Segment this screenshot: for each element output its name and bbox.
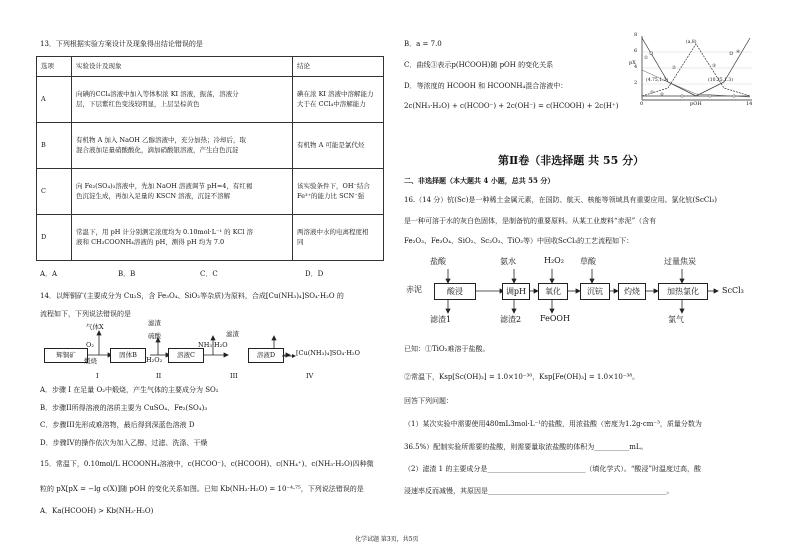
q16-subq1-line2: 36.5%）配制实验所需要的盐酸，则需要量取浓盐酸的体积为__________mL。 xyxy=(404,443,648,451)
flow2-box-burn: 灼烧 xyxy=(618,283,646,300)
q15-line1: 15．常温下，0.10mol/L HCOONH₄溶液中，c(HCOO⁻)、c(HCOOH)、c(NH₄⁺)、c(NH₃·H₂O)四种微 xyxy=(40,460,374,468)
table-row xyxy=(37,123,384,169)
design-cell: 常温下，用 pH 计分别测定浓度均为 0.10mol·L⁻¹ 的 KCl 溶 液和 CH₃COONH₄溶液的 pH，测得 pH 均为 7.0 xyxy=(72,215,293,261)
q16-line3: Fe₂O₃、Fe₃O₄、SiO₂、Sc₂O₃、TiO₂等）中回收ScCl₃的工艺流程如下： xyxy=(404,237,634,245)
q16-known-1: 已知：①TiO₂难溶于盐酸。 xyxy=(404,345,490,353)
flow2-box-leach: 酸浸 xyxy=(434,283,476,300)
design-cell: 向 Fe₂(SO₄)₃溶液中，先加 NaOH 溶液调节 pH=4，有红褐 色沉淀生成，再加入足量的 KSCN 溶液，沉淀不溶解 xyxy=(72,169,293,215)
graph-curve-label: ① xyxy=(644,56,649,61)
flow-box-ore: 辉铜矿 xyxy=(44,348,88,363)
part-two-subtitle: 二、非选择题（本大题共 4 小题，总共 55 分） xyxy=(404,176,555,185)
q16-subq2-line2: 浸速率反而减慢，其原因是___________________________________________________。 xyxy=(404,487,674,495)
q15-option-c: C．曲线③表示p(HCOOH)随 pOH 的变化关系 xyxy=(404,61,554,69)
q16-subq1-line1: （1）某次实验中需要使用480mL3mol·L⁻¹的盐酸，用浓盐酸（密度为1.2g·cm⁻³，质量分数为 xyxy=(404,420,702,428)
flow2-oxalic: 草酸 xyxy=(580,257,596,266)
graph-ytick: 6 xyxy=(634,48,638,54)
q13-choice-a: A．A xyxy=(40,270,58,278)
conclusion-cell: 两溶液中水的电离程度相 同 xyxy=(293,215,384,261)
flow2-coke: 过量焦炭 xyxy=(664,257,696,266)
option-cell: A xyxy=(37,77,72,123)
flow-label-residue: 滤渣 xyxy=(226,330,239,338)
flow-box-sol-d: 溶液D xyxy=(248,348,284,363)
flow-step-iii: III xyxy=(230,372,238,380)
graph-ytick: 2 xyxy=(634,80,638,86)
flow2-chlorine: 氯气 xyxy=(668,315,684,324)
graph-curve-label: ③ xyxy=(712,64,717,69)
graph-point-1: (4.75,1.3) xyxy=(646,78,669,83)
q15-line2: 粒的 pX[pX = −lg c(X)]随 pOH 的变化关系如图。已知 Kb(NH₃·H₂O) = 10⁻⁴·⁷⁵，下列说法错误的是 xyxy=(40,485,364,493)
flow-label-nh3: NH₃·H₂O xyxy=(198,341,228,349)
flow-label-product: [Cu(NH₃)₄]SO₄·H₂O xyxy=(296,349,360,357)
graph-ytick: 8 xyxy=(634,32,638,38)
design-cell: 向碘的CCl₄溶液中加入等体积浓 KI 溶液，振荡，溶液分 层，下层紫红色变浅较明显，上层呈棕黄色 xyxy=(72,77,293,123)
flow-arrow-final xyxy=(282,352,296,360)
table-header: 选项 xyxy=(37,57,72,77)
table-header: 实验设计及现象 xyxy=(72,57,293,77)
q14-option-b: B．步骤II所得溶液的溶质主要为 CuSO₄、Fe₂(SO₄)₃ xyxy=(40,404,208,412)
q14-option-a: A．步骤 I 在足量 O₂中煅烧，产生气体的主要成分为 SO₂ xyxy=(40,386,219,394)
flow-box-solid-b: 固体B xyxy=(110,348,146,363)
q15-option-b: B．a = 7.0 xyxy=(404,40,442,48)
q16-answer-prompt: 回答下列问题： xyxy=(404,397,453,405)
table-row xyxy=(37,215,384,261)
flow2-h2o2: H₂O₂ xyxy=(544,256,564,265)
q13-choice-b: B．B xyxy=(118,270,136,278)
graph-xlabel: pOH xyxy=(690,101,702,107)
flow2-box-oxidize: 氧化 xyxy=(538,283,568,300)
flow2-box-adjust-ph: 调pH xyxy=(502,283,530,300)
flow2-source: 赤泥 xyxy=(406,285,422,294)
part-two-title: 第Ⅱ卷（非选择题 共 55 分） xyxy=(498,154,645,167)
curve-1 xyxy=(642,44,750,96)
q14-intro: 流程如下，下列说法错误的是 xyxy=(40,310,131,318)
q15-option-d-equation: 2c(NH₃·H₂O) + c(HCOO⁻) + 2c(OH⁻) = c(HCOOH) + 2c(H⁺) xyxy=(404,102,619,110)
curve-3 xyxy=(642,38,750,96)
q16-known-2: ②常温下，Ksp[Sc(OH)₃] = 1.0×10⁻³⁰，Ksp[Fe(OH)₃] = 1.0×10⁻³⁸。 xyxy=(404,373,640,381)
graph-point-2: (10.25,1.3) xyxy=(708,78,733,83)
graph-ylabel: pX xyxy=(629,60,636,66)
q16-line2: 是一种可溶于水的灰白色固体，是制备钪的重要原料。从某工业废料“赤泥”（含有 xyxy=(404,217,657,225)
conclusion-cell: 有机物 A 可能是氯代烃 xyxy=(293,123,384,169)
option-cell: D xyxy=(37,215,72,261)
flow-step-ii: II xyxy=(156,372,162,380)
q13-table xyxy=(36,56,384,261)
curve-2 xyxy=(642,38,750,96)
flow-label-h2o2: H₂O₂ xyxy=(146,356,163,364)
flow2-residue1: 滤渣1 xyxy=(430,315,452,324)
table-header: 结论 xyxy=(293,57,384,77)
flow2-box-precipitate: 沉钪 xyxy=(580,283,610,300)
graph-x14: 14 xyxy=(746,101,753,107)
flow-label-residue: 滤渣 xyxy=(148,319,161,327)
flow-label-o2: O₂ xyxy=(86,341,94,349)
q14-option-c: C．步骤III先形成难溶物，最后得到深蓝色溶液 D xyxy=(40,421,195,429)
graph-x0: 0 xyxy=(640,101,644,107)
flow-step-i: I xyxy=(96,372,99,380)
graph-markers xyxy=(650,52,735,97)
flow-step-iv: IV xyxy=(306,372,314,380)
flow-box-sol-c: 溶液C xyxy=(168,348,204,363)
flow-label-gas: 气体X xyxy=(86,323,104,331)
q13-choice-d: D．D xyxy=(305,270,324,278)
graph-curve-label: ④ xyxy=(736,50,741,55)
flow-label-calcine: 煅烧 xyxy=(84,357,97,365)
graph-point-a: (a,8) xyxy=(686,40,697,45)
q13-title: 13．下列根据实验方案设计及现象得出结论错误的是 xyxy=(40,40,203,48)
table-row xyxy=(37,77,384,123)
flow2-residue2: 滤渣2 xyxy=(500,315,522,324)
flow2-ammonia: 氨水 xyxy=(500,257,516,266)
pX-pOH-graph xyxy=(628,30,758,110)
design-cell: 有机物 A 加入 NaOH 乙醇溶液中，充分加热；冷却后，取 混合液加足量硝酸酸化，滴加硝酸银溶液，产生白色沉淀 xyxy=(72,123,293,169)
table-row xyxy=(37,169,384,215)
q16-line1: 16.（14 分）钪(Sc)是一种稀土金属元素，在国防、航天、核能等领域具有重要应用。氯化钪(ScCl₃) xyxy=(404,196,718,204)
q15-option-d: D．等浓度的 HCOOH 和 HCOONH₄混合溶液中： xyxy=(404,82,568,90)
flow-label-acid: 硫酸 xyxy=(148,332,161,340)
graph-ytick: 4 xyxy=(634,64,638,70)
flow2-box-chlorinate: 加热氯化 xyxy=(658,283,708,300)
option-cell: B xyxy=(37,123,72,169)
option-cell: C xyxy=(37,169,72,215)
q13-choice-c: C．C xyxy=(200,270,218,278)
flow2-hcl: 盐酸 xyxy=(430,257,446,266)
conclusion-cell: 该实验条件下，OH⁻结合 Fe³⁺的能力比 SCN⁻强 xyxy=(293,169,384,215)
graph-curve-label: ② xyxy=(672,66,677,71)
flow2-feooh: FeOOH xyxy=(540,314,570,323)
flow2-product: ScCl₃ xyxy=(722,286,744,295)
q15-option-a: A．Ka(HCOOH) > Kb(NH₃·H₂O) xyxy=(40,507,154,515)
q14-option-d: D．步骤IV的操作依次为加入乙醇、过滤、洗涤、干燥 xyxy=(40,439,208,447)
page-footer: 化学试题 第3页，共5页 xyxy=(355,536,419,543)
q14-intro: 14．以辉铜矿(主要成分为 Cu₂S，含 Fe₃O₄、SiO₂等杂质)为原料，合成[Cu(NH₃)₄]SO₄·H₂O 的 xyxy=(40,292,344,300)
q16-subq2-line1: （2）滤渣 1 的主要成分是____________________________（填化学式）。“酸浸”时温度过高，酸 xyxy=(404,465,702,473)
conclusion-cell: 碘在浓 KI 溶液中溶解能力 大于在 CCl₄中溶解能力 xyxy=(293,77,384,123)
